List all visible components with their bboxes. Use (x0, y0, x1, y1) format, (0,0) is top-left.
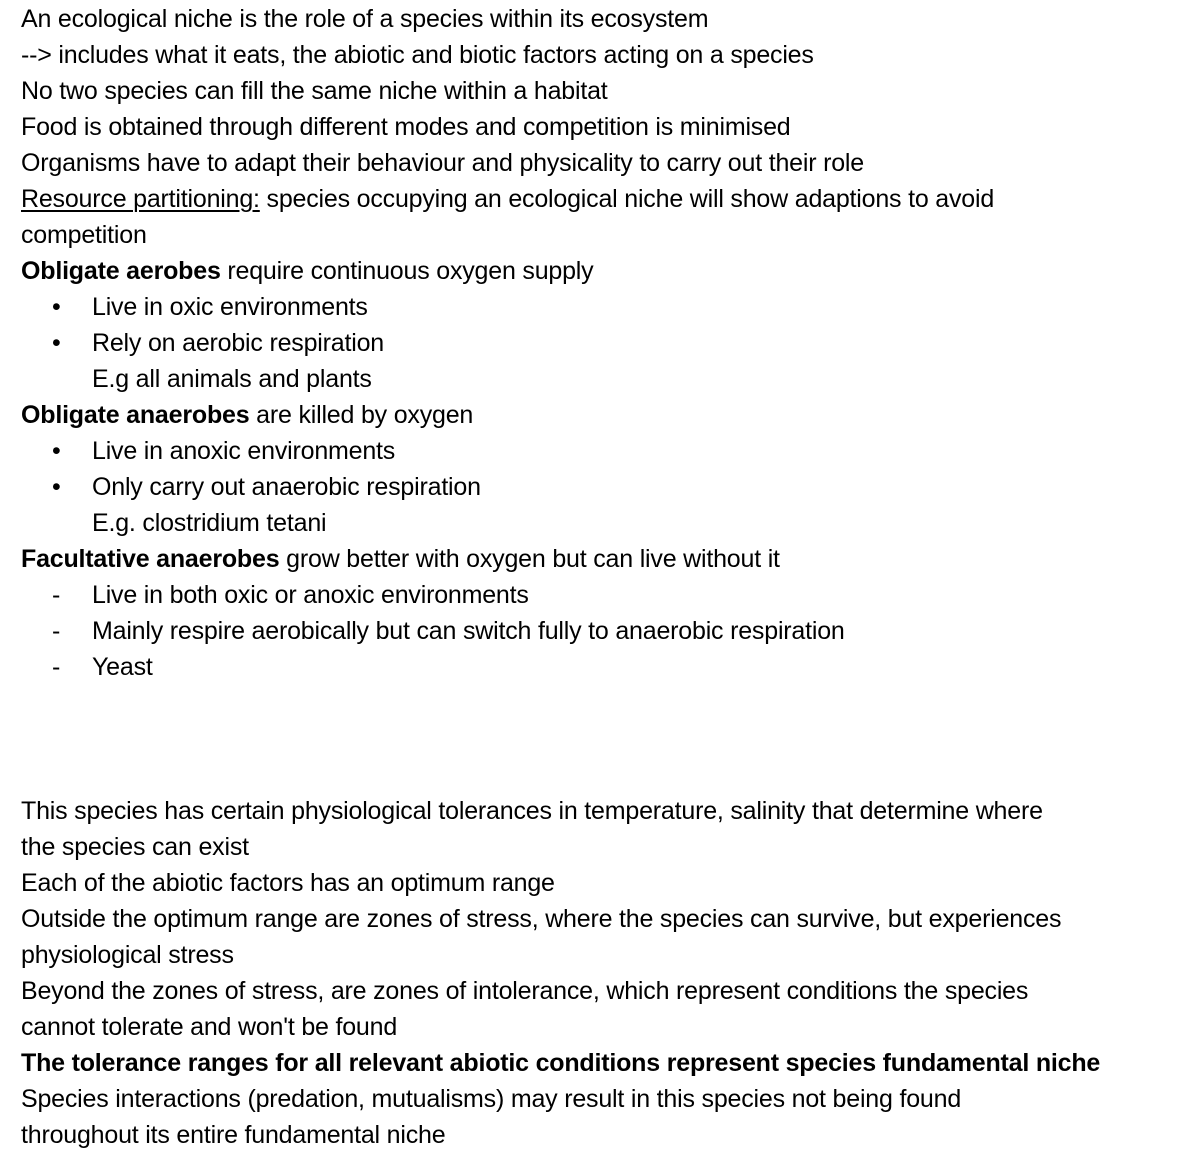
text-segment: Outside the optimum range are zones of stress, where the species can survive, but experiences (21, 905, 1062, 933)
text-segment: E.g all animals and plants (92, 365, 372, 393)
paragraph-line (21, 1045, 1182, 1081)
bullet-list-marker: • (52, 437, 61, 465)
bullet-list-marker: • (52, 329, 61, 357)
text-segment: This species has certain physiological tolerances in temperature, salinity that determine where (21, 797, 1043, 825)
paragraph-line (21, 793, 1182, 829)
text-segment: physiological stress (21, 941, 234, 969)
paragraph-line (21, 73, 1182, 109)
text-segment: competition (21, 221, 147, 249)
text-segment: --> includes what it eats, the abiotic and biotic factors acting on a species (21, 41, 814, 69)
text-segment: the species can exist (21, 833, 249, 861)
text-segment: Each of the abiotic factors has an optimum range (21, 869, 555, 897)
paragraph-line (21, 1081, 1182, 1117)
text-segment: E.g. clostridium tetani (92, 509, 327, 537)
paragraph-line (21, 865, 1182, 901)
dash-list-marker: - (52, 581, 61, 609)
paragraph-line (21, 1, 1182, 37)
paragraph-line (21, 109, 1182, 145)
paragraph-line (21, 217, 1182, 253)
text-segment: Live in oxic environments (92, 293, 368, 321)
list-item (21, 469, 1182, 505)
text-segment: species occupying an ecological niche will show adaptions to avoid (259, 185, 995, 213)
list-item (21, 577, 1182, 613)
paragraph-line (21, 253, 1182, 289)
text-segment: grow better with oxygen but can live without it (279, 545, 780, 573)
text-segment: Obligate anaerobes (21, 401, 250, 429)
list-item (21, 325, 1182, 361)
paragraph-line (21, 37, 1182, 73)
text-segment: Resource partitioning: (21, 185, 260, 213)
text-segment: Food is obtained through different modes and competition is minimised (21, 113, 791, 141)
blank-line (21, 721, 1182, 757)
paragraph-line (21, 829, 1182, 865)
text-segment: Facultative anaerobes (21, 545, 280, 573)
paragraph-line (21, 361, 1182, 397)
paragraph-line (21, 1009, 1182, 1045)
list-item (21, 289, 1182, 325)
text-segment: Only carry out anaerobic respiration (92, 473, 481, 501)
paragraph-line (21, 181, 1182, 217)
bullet-list-marker: • (52, 473, 61, 501)
text-segment: An ecological niche is the role of a species within its ecosystem (21, 5, 709, 33)
text-segment: Live in anoxic environments (92, 437, 396, 465)
text-segment: Yeast (92, 653, 153, 681)
text-segment: cannot tolerate and won't be found (21, 1013, 398, 1041)
paragraph-line (21, 901, 1182, 937)
dash-list-marker: - (52, 653, 61, 681)
text-segment: Beyond the zones of stress, are zones of intolerance, which represent conditions the species (21, 977, 1029, 1005)
text-segment: No two species can fill the same niche within a habitat (21, 77, 608, 105)
text-segment: Rely on aerobic respiration (92, 329, 384, 357)
text-segment: are killed by oxygen (249, 401, 474, 429)
paragraph-line (21, 973, 1182, 1009)
paragraph-line (21, 145, 1182, 181)
paragraph-line (21, 505, 1182, 541)
list-item (21, 649, 1182, 685)
list-item (21, 613, 1182, 649)
paragraph-line (21, 541, 1182, 577)
dash-list-marker: - (52, 617, 61, 645)
text-segment: require continuous oxygen supply (220, 257, 594, 285)
text-segment: Organisms have to adapt their behaviour and physicality to carry out their role (21, 149, 864, 177)
text-segment: Obligate aerobes (21, 257, 221, 285)
paragraph-line (21, 397, 1182, 433)
paragraph-line (21, 1117, 1182, 1153)
text-segment: Live in both oxic or anoxic environments (92, 581, 529, 609)
text-segment: Species interactions (predation, mutualisms) may result in this species not being found (21, 1085, 962, 1113)
blank-line (21, 757, 1182, 793)
text-segment: throughout its entire fundamental niche (21, 1121, 446, 1149)
blank-line (21, 685, 1182, 721)
bullet-list-marker: • (52, 293, 61, 321)
text-segment: Mainly respire aerobically but can switch fully to anaerobic respiration (92, 617, 845, 645)
text-segment: The tolerance ranges for all relevant abiotic conditions represent species fundamental niche (21, 1049, 1101, 1077)
list-item (21, 433, 1182, 469)
paragraph-line (21, 937, 1182, 973)
